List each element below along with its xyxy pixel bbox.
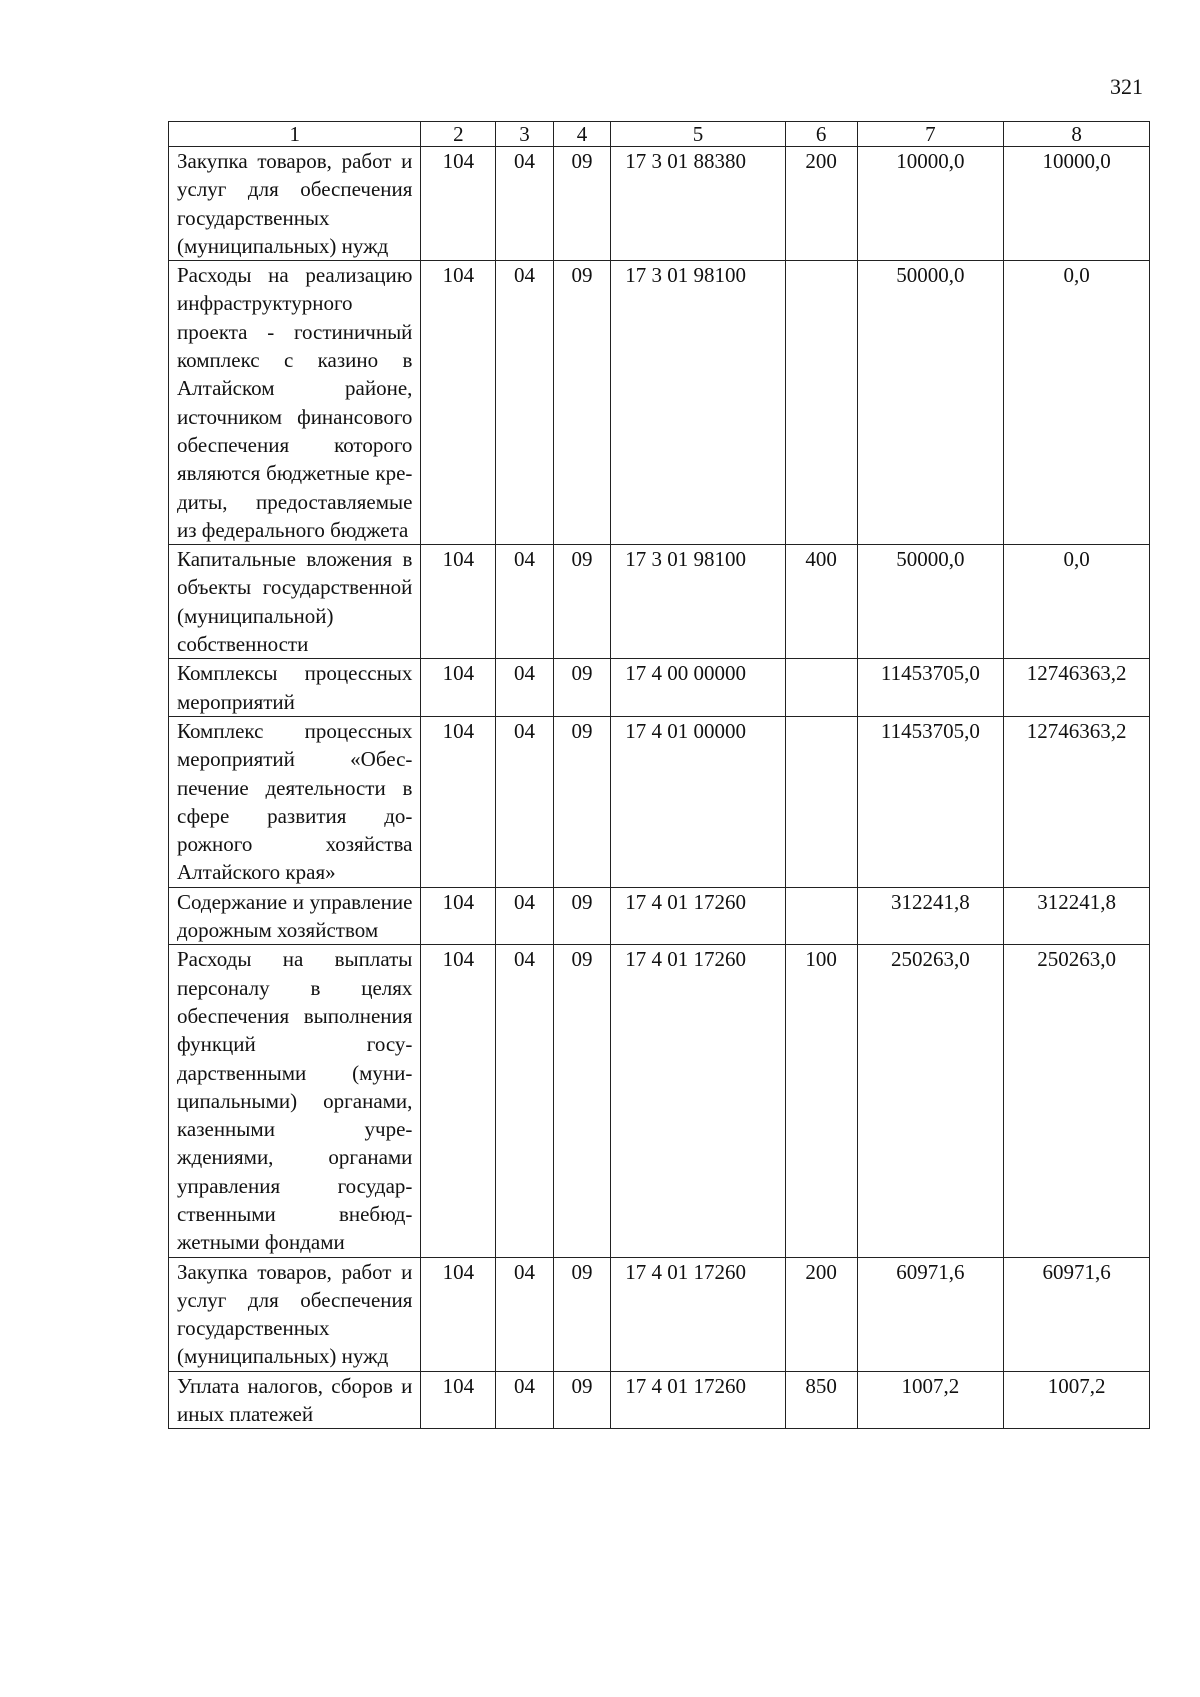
cell-amount-7: 50000,0: [857, 261, 1004, 545]
cell-code-4: 09: [553, 1371, 610, 1429]
cell-code-4: 09: [553, 716, 610, 887]
cell-amount-8: 312241,8: [1004, 887, 1150, 945]
cell-code-6: 850: [785, 1371, 857, 1429]
cell-code-3: 04: [496, 716, 553, 887]
cell-amount-8: 0,0: [1004, 261, 1150, 545]
table-row: [169, 716, 1150, 887]
cell-code-5: 17 4 01 17260: [611, 1371, 785, 1429]
cell-amount-8: 12746363,2: [1004, 716, 1150, 887]
cell-code-5: 17 4 01 17260: [611, 1257, 785, 1371]
cell-amount-7: 1007,2: [857, 1371, 1004, 1429]
table-row: [169, 887, 1150, 945]
cell-code-2: 104: [421, 716, 496, 887]
cell-code-6: 200: [785, 1257, 857, 1371]
cell-code-2: 104: [421, 147, 496, 261]
row-name: Закупка товаров, работ и услуг для обеспечения государственных (муниципальных) нужд: [169, 1257, 421, 1371]
header-row: [169, 122, 1150, 147]
cell-code-6: [785, 887, 857, 945]
cell-amount-8: 10000,0: [1004, 147, 1150, 261]
cell-code-5: 17 3 01 98100: [611, 545, 785, 659]
cell-code-3: 04: [496, 261, 553, 545]
cell-code-5: 17 4 01 00000: [611, 716, 785, 887]
column-header: 7: [857, 122, 1004, 147]
cell-code-3: 04: [496, 1257, 553, 1371]
column-header: 6: [785, 122, 857, 147]
cell-code-5: 17 3 01 98100: [611, 261, 785, 545]
cell-code-2: 104: [421, 659, 496, 717]
cell-amount-7: 312241,8: [857, 887, 1004, 945]
table-row: [169, 147, 1150, 261]
cell-code-4: 09: [553, 261, 610, 545]
cell-code-2: 104: [421, 1257, 496, 1371]
cell-code-2: 104: [421, 887, 496, 945]
cell-code-6: [785, 716, 857, 887]
cell-amount-7: 11453705,0: [857, 716, 1004, 887]
cell-code-2: 104: [421, 261, 496, 545]
cell-code-3: 04: [496, 1371, 553, 1429]
cell-amount-8: 1007,2: [1004, 1371, 1150, 1429]
row-name: Комплексы процессных мероприятий: [169, 659, 421, 717]
cell-amount-8: 0,0: [1004, 545, 1150, 659]
row-name: Закупка товаров, работ и услуг для обеспечения государственных (муниципальных) нужд: [169, 147, 421, 261]
cell-code-3: 04: [496, 545, 553, 659]
cell-code-3: 04: [496, 659, 553, 717]
cell-code-4: 09: [553, 147, 610, 261]
cell-amount-7: 60971,6: [857, 1257, 1004, 1371]
cell-amount-7: 11453705,0: [857, 659, 1004, 717]
cell-code-5: 17 3 01 88380: [611, 147, 785, 261]
row-name: Капитальные вложения в объекты государственной (муниципальной) собственности: [169, 545, 421, 659]
cell-code-5: 17 4 01 17260: [611, 887, 785, 945]
column-header: 8: [1004, 122, 1150, 147]
cell-code-4: 09: [553, 945, 610, 1257]
cell-code-5: 17 4 01 17260: [611, 945, 785, 1257]
cell-code-6: [785, 659, 857, 717]
table-row: [169, 545, 1150, 659]
cell-code-2: 104: [421, 1371, 496, 1429]
cell-code-5: 17 4 00 00000: [611, 659, 785, 717]
cell-code-4: 09: [553, 545, 610, 659]
cell-code-3: 04: [496, 147, 553, 261]
cell-code-6: 100: [785, 945, 857, 1257]
cell-amount-7: 250263,0: [857, 945, 1004, 1257]
column-header: 2: [421, 122, 496, 147]
table-row: [169, 1371, 1150, 1429]
cell-code-3: 04: [496, 887, 553, 945]
cell-code-2: 104: [421, 545, 496, 659]
row-name: Уплата налогов, сборов и иных платежей: [169, 1371, 421, 1429]
table-row: [169, 659, 1150, 717]
cell-amount-8: 60971,6: [1004, 1257, 1150, 1371]
budget-table: [168, 121, 1150, 1429]
column-header: 3: [496, 122, 553, 147]
table-row: [169, 1257, 1150, 1371]
table-row: [169, 261, 1150, 545]
column-header: 4: [553, 122, 610, 147]
row-name: Расходы на реализацию инфраструктурного проекта - гостиничный комплекс с казино в Алтайском районе, источником финансового обеспечения которого являются бюджетные кредиты, предоставляемые из федерального бюджета: [169, 261, 421, 545]
cell-code-2: 104: [421, 945, 496, 1257]
cell-amount-8: 250263,0: [1004, 945, 1150, 1257]
cell-code-6: 400: [785, 545, 857, 659]
cell-code-3: 04: [496, 945, 553, 1257]
cell-code-4: 09: [553, 887, 610, 945]
cell-code-4: 09: [553, 659, 610, 717]
cell-amount-7: 10000,0: [857, 147, 1004, 261]
table-row: [169, 945, 1150, 1257]
cell-code-4: 09: [553, 1257, 610, 1371]
column-header: 5: [611, 122, 785, 147]
cell-amount-7: 50000,0: [857, 545, 1004, 659]
page-number: 321: [1110, 74, 1143, 99]
cell-code-6: 200: [785, 147, 857, 261]
row-name: Содержание и управление дорожным хозяйством: [169, 887, 421, 945]
column-header: 1: [169, 122, 421, 147]
cell-amount-8: 12746363,2: [1004, 659, 1150, 717]
row-name: Комплекс процессных мероприятий «Обеспечение деятельности в сфере развития дорожного хозяйства Алтайского края»: [169, 716, 421, 887]
cell-code-6: [785, 261, 857, 545]
row-name: Расходы на выплаты персоналу в целях обеспечения выполнения функций государственными (муниципальными) органами, казенными учреждениями, органами управления государственными внебюджетными фондами: [169, 945, 421, 1257]
